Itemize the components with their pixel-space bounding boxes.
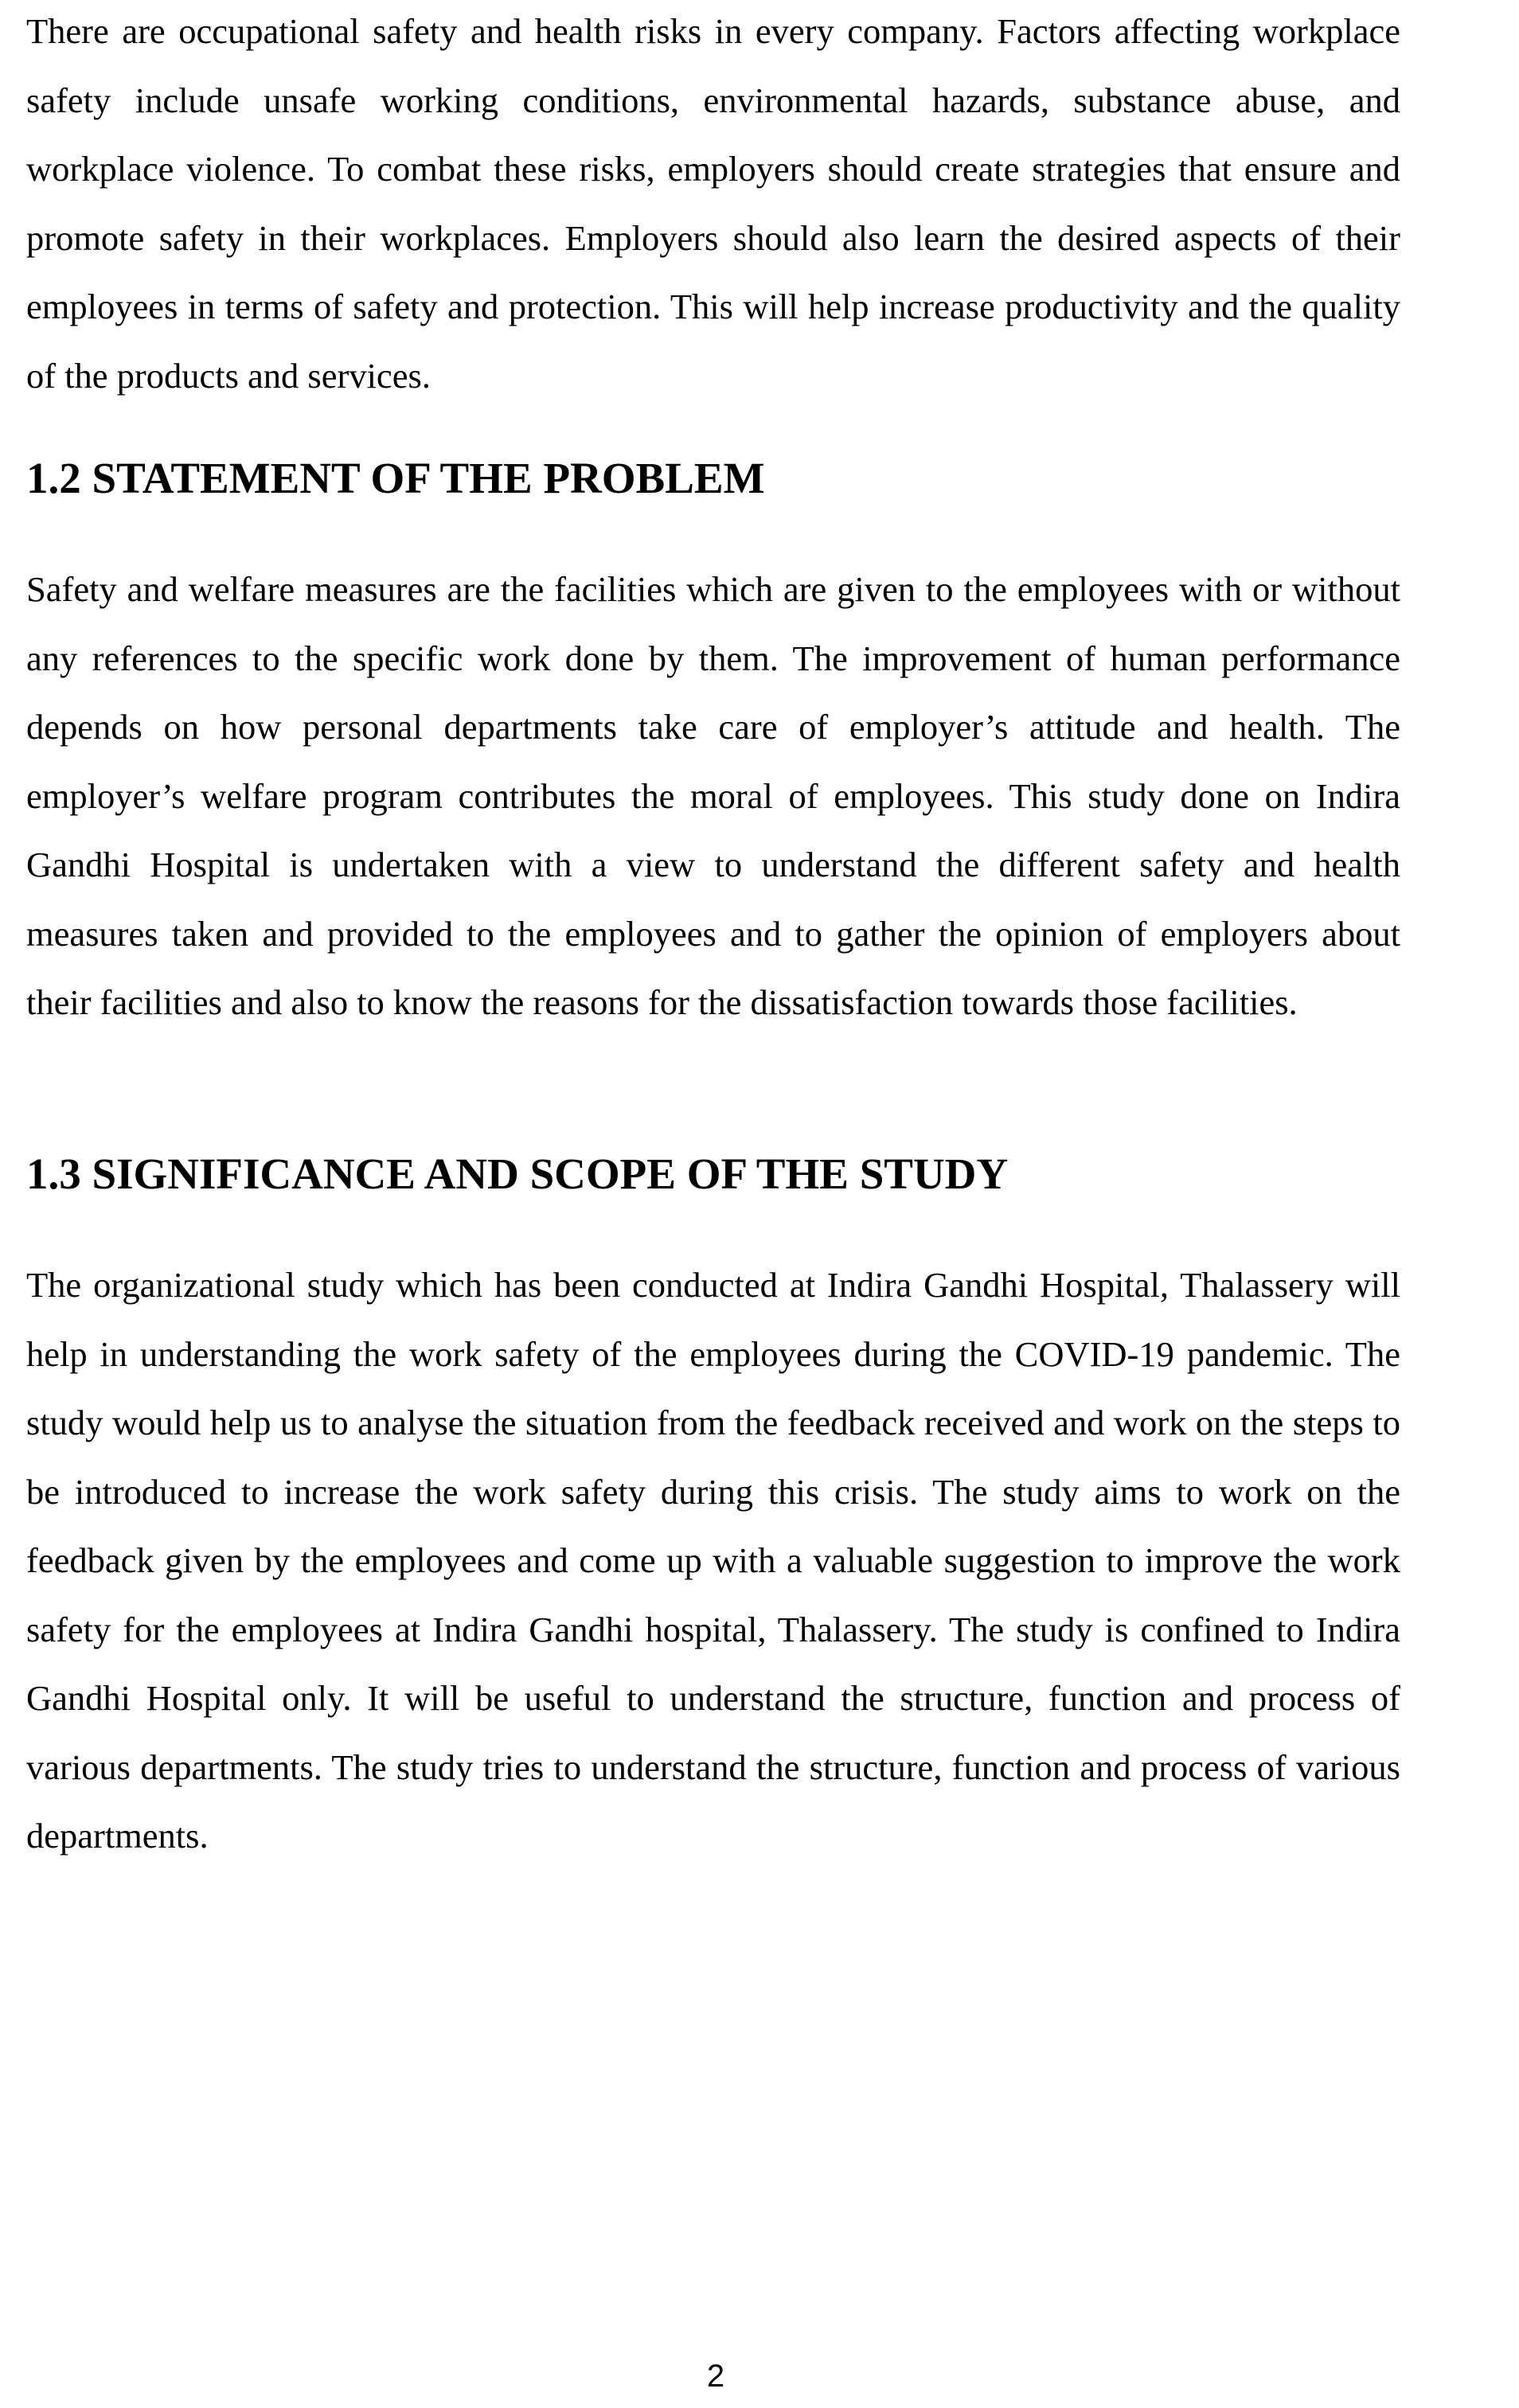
significance-scope-paragraph: The organizational study which has been conducted at Indira Gandhi Hospital, Thalassery will help in understanding the work safety of the employees during the COVID-19 pandemic. The study would help us to analyse the situation from the feedback received and work on the steps to be introduced to increase the work safety during this crisis. The study aims to work on the feedback given by the employees and come up with a valuable suggestion to improve the work safety for the employees at Indira Gandhi hospital, Thalassery. The study is confined to Indira Gandhi Hospital only. It will be useful to understand the structure, function and process of various departments. The study tries to understand the structure, function and process of various departments. bbox=[26, 1265, 1400, 1856]
section-heading-problem-statement: 1.2 STATEMENT OF THE PROBLEM bbox=[26, 454, 765, 502]
problem-statement-paragraph: Safety and welfare measures are the facilities which are given to the employees with or without any references to the specific work done by them. The improvement of human performance depends on how personal departments take care of employer’s attitude and health. The employer’s welfare program contributes the moral of employees. This study done on Indira Gandhi Hospital is undertaken with a view to understand the different safety and health measures taken and provided to the employees and to gather the opinion of employers about their facilities and also to know the reasons for the dissatisfaction towards those facilities. bbox=[26, 569, 1400, 1022]
section-heading-significance-scope: 1.3 SIGNIFICANCE AND SCOPE OF THE STUDY bbox=[26, 1149, 1009, 1198]
intro-paragraph: There are occupational safety and health risks in every company. Factors affecting workplace safety include unsafe working conditions, environmental hazards, substance abuse, and workplace violence. To combat these risks, employers should create strategies that ensure and promote safety in their workplaces. Employers should also learn the desired aspects of their employees in terms of safety and protection. This will help increase productivity and the quality of the products and services. bbox=[26, 11, 1400, 396]
page-number: 2 bbox=[706, 2359, 725, 2394]
